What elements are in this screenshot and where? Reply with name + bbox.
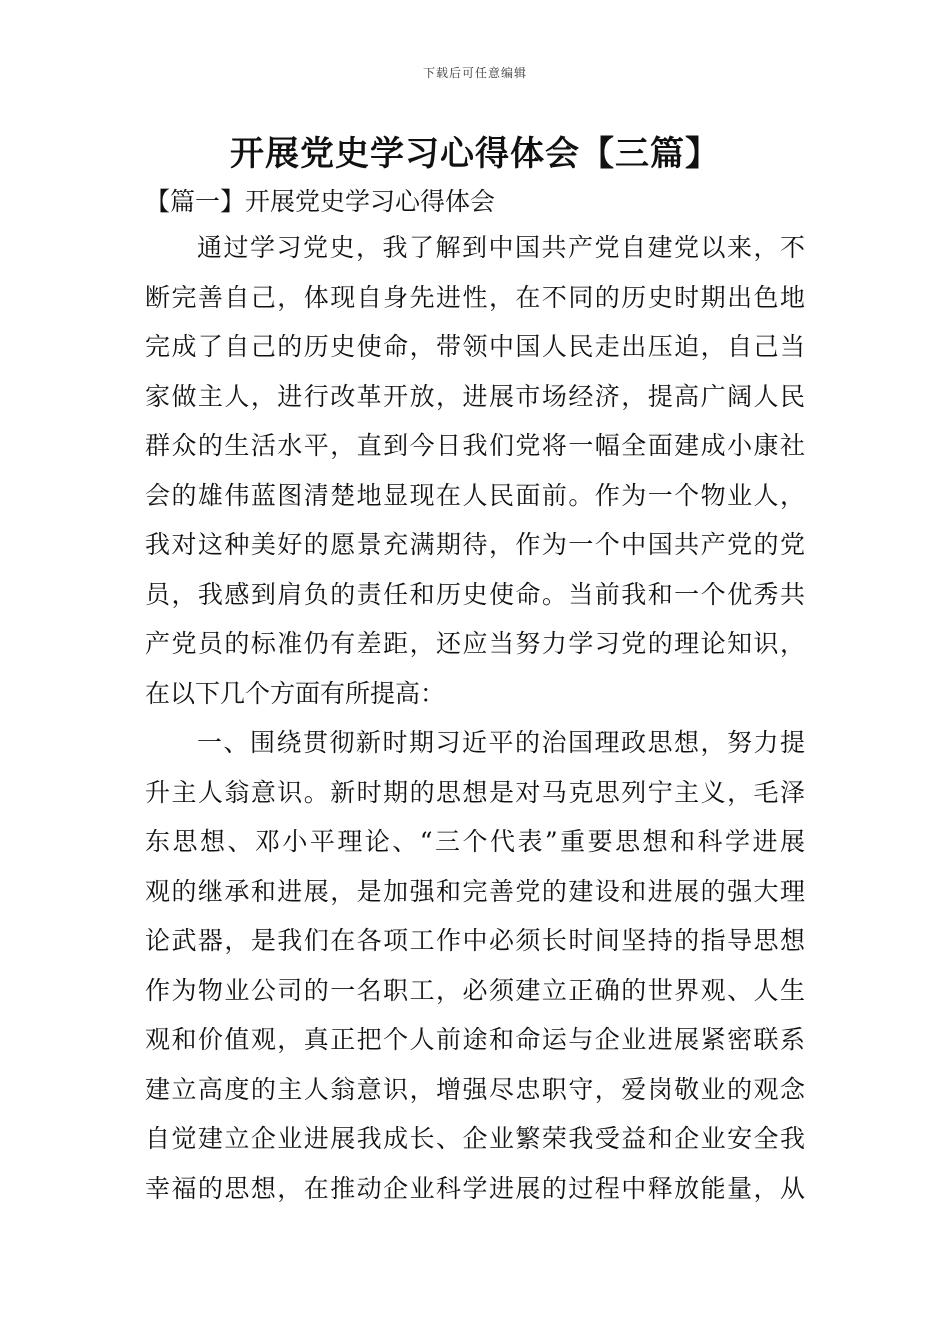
paragraph-line: 自觉建立企业进展我成长、企业繁荣我受益和企业安全我: [145, 1124, 805, 1153]
paragraph-line: 员，我感到肩负的责任和历史使命。当前我和一个优秀共: [145, 579, 805, 609]
paragraph-line: 观和价值观，真正把个人前途和命运与企业进展紧密联系: [145, 1025, 805, 1054]
header-note: 下载后可任意编辑: [422, 66, 527, 80]
paragraph-line: 作为物业公司的一名职工，必须建立正确的世界观、人生: [145, 975, 805, 1005]
paragraph-line: 家做主人，进行改革开放，进展市场经济，提高广阔人民: [145, 381, 805, 411]
section-heading: 【篇一】开展党史学习心得体会: [145, 187, 496, 216]
paragraph-line: 升主人翁意识。新时期的思想是对马克思列宁主义，毛泽: [145, 777, 805, 807]
paragraph-line: 东思想、邓小平理论、“三个代表”重要思想和科学进展: [145, 827, 805, 856]
paragraph-line: 在以下几个方面有所提高：: [145, 678, 446, 708]
paragraph-line: 产党员的标准仍有差距，还应当努力学习党的理论知识，: [145, 629, 805, 658]
paragraph-line: 一、围绕贯彻新时期习近平的治国理政思想，努力提: [197, 728, 805, 757]
paragraph-line: 会的雄伟蓝图清楚地显现在人民面前。作为一个物业人，: [145, 480, 805, 510]
document-title: 开展党史学习心得体会【三篇】: [230, 134, 720, 174]
paragraph-line: 论武器，是我们在各项工作中必须长时间坚持的指导思想: [145, 926, 805, 955]
body-text: [145, 223, 805, 1213]
paragraph-line: 断完善自己，体现自身先进性，在不同的历史时期出色地: [145, 282, 805, 312]
paragraph-line: 观的继承和进展，是加强和完善党的建设和进展的强大理: [145, 876, 805, 906]
paragraph-line: 幸福的思想，在推动企业科学进展的过程中释放能量，从: [145, 1173, 805, 1203]
paragraph-line: 群众的生活水平，直到今日我们党将一幅全面建成小康社: [145, 431, 805, 460]
paragraph-line: 建立高度的主人翁意识，增强尽忠职守，爱岗敬业的观念: [145, 1074, 805, 1104]
paragraph-line: 通过学习党史，我了解到中国共产党自建党以来，不: [197, 233, 805, 262]
paragraph-line: 完成了自己的历史使命，带领中国人民走出压迫，自己当: [145, 332, 805, 361]
paragraph-line: 我对这种美好的愿景充满期待，作为一个中国共产党的党: [145, 530, 805, 559]
